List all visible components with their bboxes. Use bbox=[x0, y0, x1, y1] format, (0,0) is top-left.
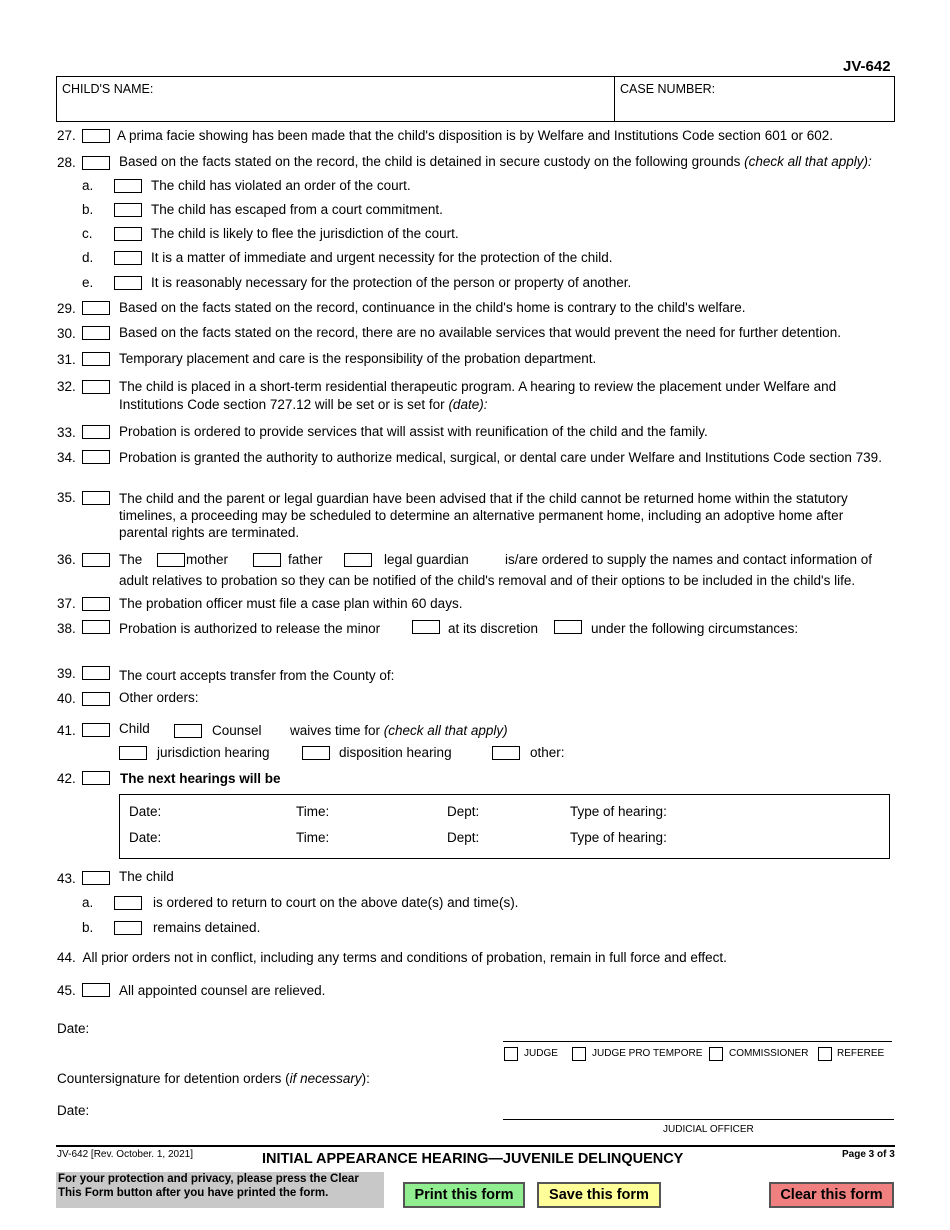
header-box bbox=[56, 76, 895, 122]
judge-label: JUDGE bbox=[524, 1048, 558, 1059]
item-29-text: Based on the facts stated on the record, continuance in the child's home is contrary to the child's welfare. bbox=[119, 300, 746, 315]
footer-rule bbox=[56, 1145, 895, 1147]
item-36-father: father bbox=[288, 552, 323, 567]
item-45-number: 45. bbox=[57, 983, 76, 998]
item-36-rest: is/are ordered to supply the names and contact information of bbox=[505, 552, 872, 567]
item-41-jurisdiction-checkbox[interactable] bbox=[119, 746, 147, 760]
item-40-number: 40. bbox=[57, 691, 76, 706]
item-32-checkbox[interactable] bbox=[82, 380, 110, 394]
item-43a-letter: a. bbox=[82, 895, 94, 910]
item-28a-checkbox[interactable] bbox=[114, 179, 142, 193]
item-39-number: 39. bbox=[57, 666, 76, 681]
item-30-checkbox[interactable] bbox=[82, 326, 110, 340]
hearing-1-dept-label: Dept: bbox=[447, 804, 480, 819]
item-38-discretion-checkbox[interactable] bbox=[412, 620, 440, 634]
item-28-checkbox[interactable] bbox=[82, 156, 110, 170]
item-45-checkbox[interactable] bbox=[82, 983, 110, 997]
footer-page: Page 3 of 3 bbox=[842, 1149, 895, 1160]
item-38-circumstances-checkbox[interactable] bbox=[554, 620, 582, 634]
footer-revision: JV-642 [Rev. October. 1, 2021] bbox=[57, 1149, 194, 1160]
item-45-text: All appointed counsel are relieved. bbox=[119, 983, 326, 998]
item-29-number: 29. bbox=[57, 301, 76, 316]
referee-checkbox[interactable] bbox=[818, 1047, 832, 1061]
item-38-number: 38. bbox=[57, 621, 76, 636]
item-28e-letter: e. bbox=[82, 275, 94, 290]
item-38-circumstances: under the following circumstances: bbox=[591, 621, 799, 636]
countersignature-date-label: Date: bbox=[57, 1103, 90, 1118]
item-30-text: Based on the facts stated on the record, there are no available services that would prevent the need for further detention. bbox=[119, 325, 841, 340]
judge-pro-tempore-label: JUDGE PRO TEMPORE bbox=[592, 1048, 703, 1059]
hearing-2-dept-label: Dept: bbox=[447, 830, 480, 845]
judicial-officer-line bbox=[503, 1119, 894, 1120]
item-28-number: 28. bbox=[57, 155, 76, 170]
item-28e-text: It is reasonably necessary for the protection of the person or property of another. bbox=[151, 275, 632, 290]
item-41-other: other: bbox=[530, 745, 565, 760]
item-36-mother: mother bbox=[186, 552, 229, 567]
hearing-2-time-label: Time: bbox=[296, 830, 330, 845]
item-31-text: Temporary placement and care is the responsibility of the probation department. bbox=[119, 351, 597, 366]
judicial-officer-label: JUDICIAL OFFICER bbox=[663, 1124, 754, 1135]
item-35-checkbox[interactable] bbox=[82, 491, 110, 505]
item-28b-text: The child has escaped from a court commitment. bbox=[151, 202, 443, 217]
item-43-number: 43. bbox=[57, 871, 76, 886]
item-33-text: Probation is ordered to provide services that will assist with reunification of the child and the family. bbox=[119, 424, 708, 439]
item-41-disposition-checkbox[interactable] bbox=[302, 746, 330, 760]
item-34-checkbox[interactable] bbox=[82, 450, 110, 464]
item-32-number: 32. bbox=[57, 379, 76, 394]
item-41-waives: waives time for (check all that apply) bbox=[290, 723, 508, 738]
item-39-text: The court accepts transfer from the County of: bbox=[119, 668, 395, 683]
item-28b-letter: b. bbox=[82, 202, 94, 217]
hearings-box bbox=[119, 794, 890, 859]
commissioner-checkbox[interactable] bbox=[709, 1047, 723, 1061]
referee-label: REFEREE bbox=[837, 1048, 885, 1059]
item-28c-letter: c. bbox=[82, 226, 93, 241]
signature-line bbox=[503, 1041, 892, 1042]
item-42-number: 42. bbox=[57, 771, 76, 786]
item-28d-text: It is a matter of immediate and urgent necessity for the protection of the child. bbox=[151, 250, 613, 265]
commissioner-label: COMMISSIONER bbox=[729, 1048, 809, 1059]
item-37-number: 37. bbox=[57, 596, 76, 611]
signature-date-label: Date: bbox=[57, 1021, 90, 1036]
case-number-label: CASE NUMBER: bbox=[620, 82, 716, 96]
item-35-number: 35. bbox=[57, 490, 76, 505]
item-39-checkbox[interactable] bbox=[82, 666, 110, 680]
item-40-checkbox[interactable] bbox=[82, 692, 110, 706]
item-27-number: 27. bbox=[57, 128, 76, 143]
item-41-checkbox[interactable] bbox=[82, 723, 110, 737]
hearing-1-time-label: Time: bbox=[296, 804, 330, 819]
form-id: JV-642 bbox=[843, 58, 891, 75]
item-36-number: 36. bbox=[57, 552, 76, 567]
item-30-number: 30. bbox=[57, 326, 76, 341]
item-41-counsel-checkbox[interactable] bbox=[174, 724, 202, 738]
item-35-text: The child and the parent or legal guardian have been advised that if the child cannot be returned home within the statutory timelines, a proceeding may be scheduled to determine an alternative permanent home, including an adoptive home after parental rights are terminated. bbox=[119, 491, 848, 540]
item-43b-checkbox[interactable] bbox=[114, 921, 142, 935]
item-36-guardian-checkbox[interactable] bbox=[344, 553, 372, 567]
item-43-text: The child bbox=[119, 869, 174, 884]
item-28a-letter: a. bbox=[82, 178, 94, 193]
privacy-note-line-2: This Form button after you have printed the form. bbox=[58, 1187, 329, 1199]
hearing-1-date-label: Date: bbox=[129, 804, 162, 819]
item-28a-text: The child has violated an order of the court. bbox=[151, 178, 411, 193]
item-27-text: A prima facie showing has been made that the child's disposition is by Welfare and Institutions Code section 601 or 602. bbox=[117, 128, 833, 143]
item-31-checkbox[interactable] bbox=[82, 352, 110, 366]
item-36-line2: adult relatives to probation so they can be notified of the child's removal and of their options to be included in the child's life. bbox=[119, 573, 856, 588]
item-33-number: 33. bbox=[57, 425, 76, 440]
item-36-checkbox[interactable] bbox=[82, 553, 110, 567]
item-28d-letter: d. bbox=[82, 250, 94, 265]
judge-pro-tempore-checkbox[interactable] bbox=[572, 1047, 586, 1061]
item-28c-checkbox[interactable] bbox=[114, 227, 142, 241]
item-38-discretion: at its discretion bbox=[448, 621, 539, 636]
item-43a-checkbox[interactable] bbox=[114, 896, 142, 910]
item-32-text: The child is placed in a short-term residential therapeutic program. A hearing to review the placement under Welfare and Institutions Code section 727.12 will be set or is set for (date): bbox=[119, 379, 837, 412]
footer-title: INITIAL APPEARANCE HEARING—JUVENILE DELINQUENCY bbox=[262, 1151, 684, 1167]
item-27-checkbox[interactable] bbox=[82, 129, 110, 143]
item-41-number: 41. bbox=[57, 723, 76, 738]
item-43b-letter: b. bbox=[82, 920, 94, 935]
item-43-checkbox[interactable] bbox=[82, 871, 110, 885]
item-40-text: Other orders: bbox=[119, 690, 199, 705]
privacy-note-line-1: For your protection and privacy, please press the Clear bbox=[58, 1173, 359, 1185]
item-28e-checkbox[interactable] bbox=[114, 276, 142, 290]
clear-form-button[interactable]: Clear this form bbox=[769, 1182, 894, 1208]
item-41-child: Child bbox=[119, 721, 150, 736]
item-36-mother-checkbox[interactable] bbox=[157, 553, 185, 567]
item-41-other-checkbox[interactable] bbox=[492, 746, 520, 760]
header-divider bbox=[614, 77, 615, 121]
item-44-text: 44. All prior orders not in conflict, including any terms and conditions of probation, remain in full force and effect. bbox=[57, 950, 727, 965]
judge-checkbox[interactable] bbox=[504, 1047, 518, 1061]
item-29-checkbox[interactable] bbox=[82, 301, 110, 315]
item-43b-text: remains detained. bbox=[153, 920, 261, 935]
countersignature-label: Countersignature for detention orders (if necessary): bbox=[57, 1071, 370, 1086]
save-form-button[interactable]: Save this form bbox=[537, 1182, 661, 1208]
item-34-text: Probation is granted the authority to authorize medical, surgical, or dental care under Welfare and Institutions Code section 739. bbox=[119, 450, 882, 465]
item-37-text: The probation officer must file a case plan within 60 days. bbox=[119, 596, 463, 611]
hearing-2-date-label: Date: bbox=[129, 830, 162, 845]
print-form-button[interactable]: Print this form bbox=[403, 1182, 525, 1208]
item-38-checkbox[interactable] bbox=[82, 620, 110, 634]
hearing-1-type-label: Type of hearing: bbox=[570, 804, 667, 819]
hearing-2-type-label: Type of hearing: bbox=[570, 830, 667, 845]
item-34-number: 34. bbox=[57, 450, 76, 465]
item-43a-text: is ordered to return to court on the above date(s) and time(s). bbox=[153, 895, 519, 910]
item-38-text: Probation is authorized to release the minor bbox=[119, 621, 381, 636]
item-28d-checkbox[interactable] bbox=[114, 251, 142, 265]
item-36-the: The bbox=[119, 552, 143, 567]
item-36-father-checkbox[interactable] bbox=[253, 553, 281, 567]
item-41-disposition: disposition hearing bbox=[339, 745, 452, 760]
item-28-text: Based on the facts stated on the record, the child is detained in secure custody on the following grounds (check all that apply): bbox=[119, 154, 872, 169]
item-42-checkbox[interactable] bbox=[82, 771, 110, 785]
item-36-guardian: legal guardian bbox=[384, 552, 469, 567]
item-42-text: The next hearings will be bbox=[120, 771, 281, 786]
item-28c-text: The child is likely to flee the jurisdiction of the court. bbox=[151, 226, 459, 241]
item-41-jurisdiction: jurisdiction hearing bbox=[157, 745, 270, 760]
child-name-label: CHILD'S NAME: bbox=[62, 82, 154, 96]
item-37-checkbox[interactable] bbox=[82, 597, 110, 611]
item-41-counsel: Counsel bbox=[212, 723, 262, 738]
item-28b-checkbox[interactable] bbox=[114, 203, 142, 217]
privacy-note bbox=[56, 1172, 384, 1208]
item-31-number: 31. bbox=[57, 352, 76, 367]
item-33-checkbox[interactable] bbox=[82, 425, 110, 439]
